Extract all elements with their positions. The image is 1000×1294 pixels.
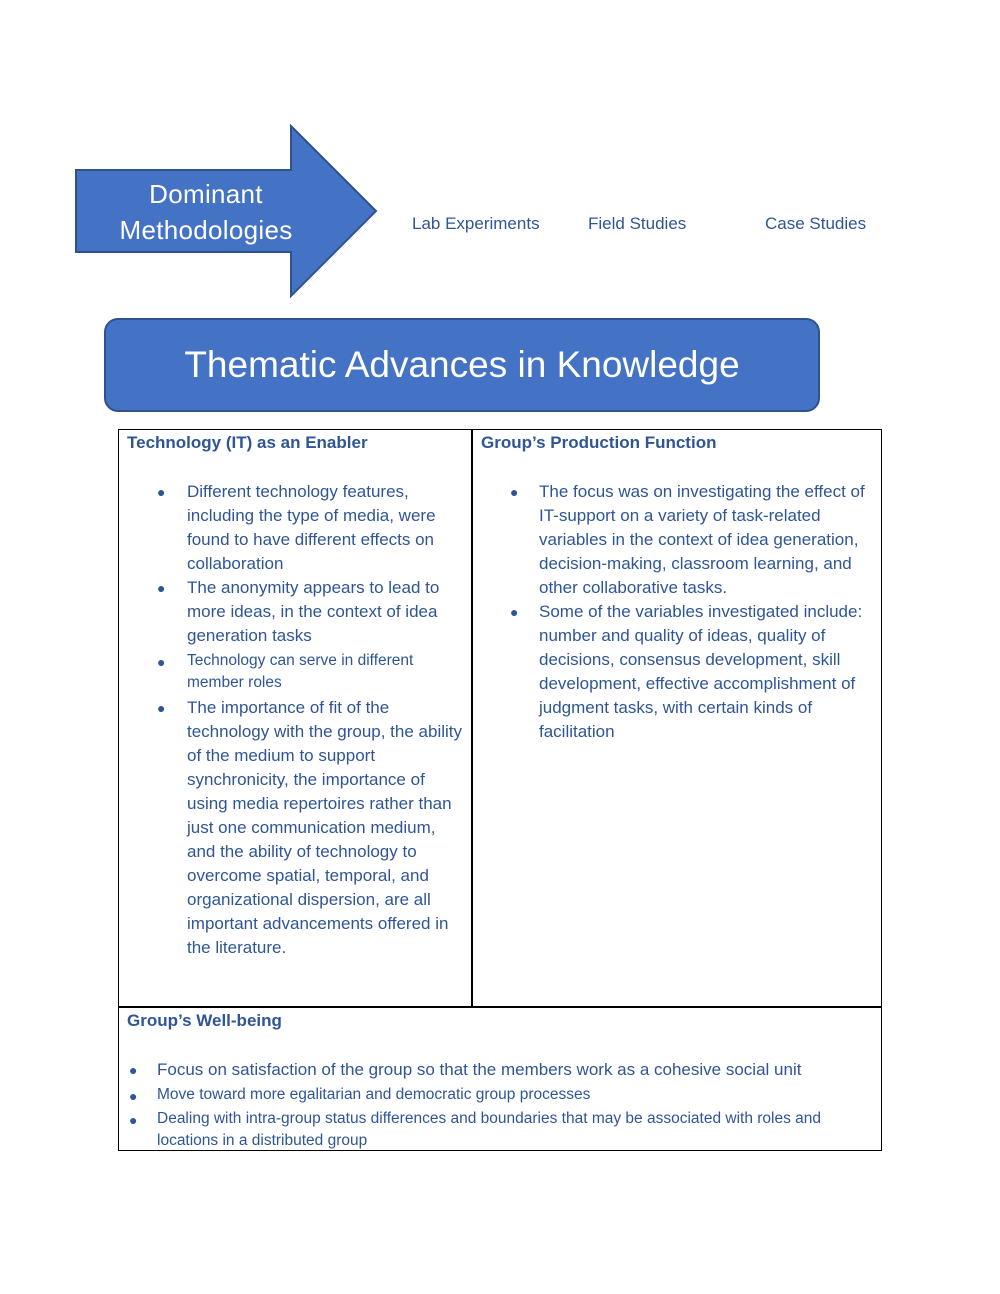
banner-title: Thematic Advances in Knowledge — [184, 344, 740, 385]
list-item-text: The focus was on investigating the effect of IT-support on a variety of task-related variables in the context of idea generation, decision-making, classroom learning, and other collaborative tasks. — [539, 482, 865, 597]
wellbeing-heading: Group’s Well-being — [127, 1011, 282, 1030]
bullet-icon: ● — [510, 604, 519, 620]
bullet-icon: ● — [129, 1062, 138, 1078]
list-item — [127, 1058, 879, 1082]
production-heading: Group’s Production Function — [481, 433, 717, 452]
list-item — [127, 576, 467, 648]
list-item-text: Move toward more egalitarian and democratic group processes — [157, 1086, 591, 1103]
bullet-icon: ● — [510, 484, 519, 500]
production-list — [481, 480, 879, 744]
arrow-label-line1: Dominant — [149, 179, 263, 209]
bullet-icon: ● — [129, 1088, 138, 1104]
arrow-label — [84, 176, 328, 248]
list-item — [127, 1108, 879, 1152]
list-item-text: Focus on satisfaction of the group so that the members work as a cohesive social unit — [157, 1060, 802, 1079]
bullet-icon: ● — [157, 654, 166, 670]
production-cell — [481, 432, 879, 744]
list-item — [481, 480, 879, 600]
list-item-text: The anonymity appears to lead to more ideas, in the context of idea generation tasks — [187, 578, 440, 645]
list-item — [127, 696, 467, 960]
list-item — [481, 600, 879, 744]
list-item — [127, 650, 467, 694]
list-item-text: Some of the variables investigated include: number and quality of ideas, quality of decisions, consensus development, skill development, effective accomplishment of judgment tasks, with certain kinds of facilitation — [539, 602, 863, 741]
method-case-studies: Case Studies — [765, 214, 867, 233]
technology-heading: Technology (IT) as an Enabler — [127, 433, 368, 452]
list-item-text: The importance of fit of the technology with the group, the ability of the medium to support synchronicity, the importance of using media repertoires rather than just one communication medium, and the ability of technology to overcome spatial, temporal, and organizational dispersion, are all important advancements offered in the literature. — [187, 698, 463, 957]
methodologies-arrow — [74, 124, 380, 298]
technology-cell — [127, 432, 467, 960]
themes-table — [118, 429, 882, 1151]
row-divider — [119, 1006, 881, 1008]
wellbeing-cell — [127, 1010, 879, 1152]
list-item — [127, 480, 467, 576]
list-item — [127, 1084, 879, 1106]
thematic-banner — [104, 318, 820, 412]
arrow-label-line2: Methodologies — [119, 215, 293, 245]
method-field-studies: Field Studies — [588, 214, 687, 233]
list-item-text: Technology can serve in different member roles — [187, 652, 414, 691]
bullet-icon: ● — [157, 580, 166, 596]
bullet-icon: ● — [157, 484, 166, 500]
wellbeing-list — [127, 1058, 879, 1152]
method-lab-experiments: Lab Experiments — [412, 214, 540, 233]
column-divider — [471, 430, 473, 1006]
list-item-text: Different technology features, including the type of media, were found to have different effects on collaboration — [187, 482, 436, 573]
bullet-icon: ● — [129, 1112, 138, 1128]
bullet-icon: ● — [157, 700, 166, 716]
list-item-text: Dealing with intra-group status differences and boundaries that may be associated with roles and locations in a distributed group — [157, 1110, 822, 1149]
technology-list — [127, 480, 467, 960]
